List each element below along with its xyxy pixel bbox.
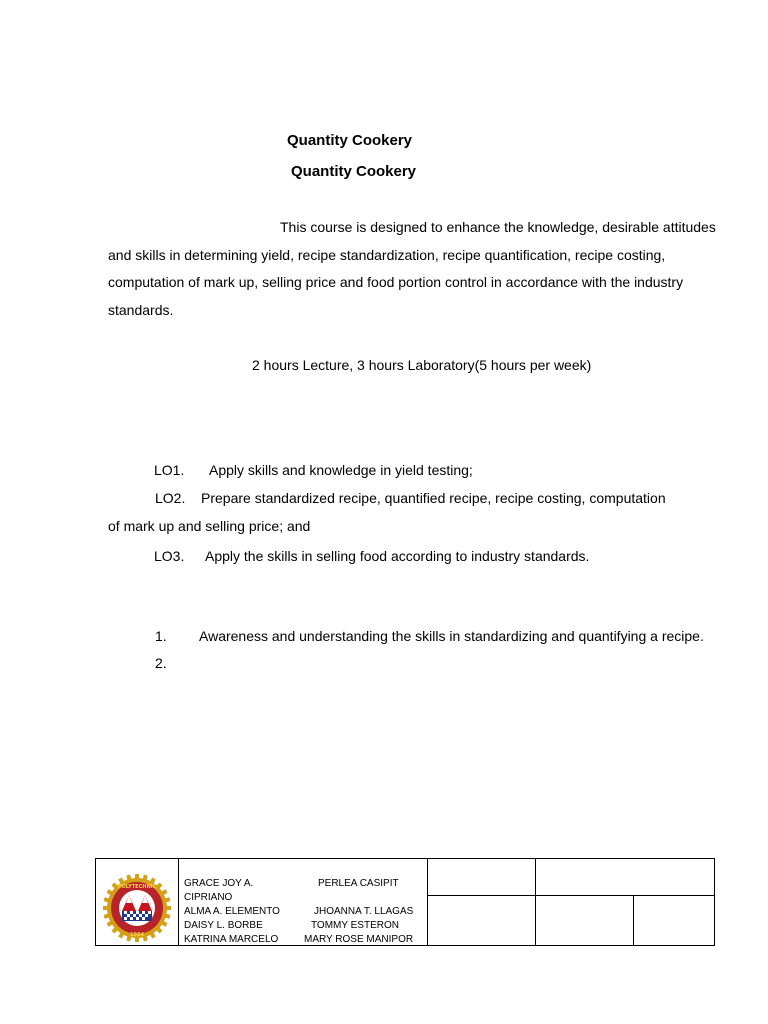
learning-outcome-3 [154,548,589,564]
learning-outcome-1 [154,462,473,478]
course-title-repeat: Quantity Cookery [291,163,417,180]
author-row [184,905,413,919]
author-name: ALMA A. ELEMENTO [184,906,280,917]
learning-outcome-number: LO1. [154,462,185,478]
table-divider [633,895,634,945]
author-row [184,933,413,947]
list-item-text: Awareness and understanding the skills in standardizing and quantifying a recipe. [199,628,704,644]
author-name: JHOANNA T. LLAGAS [314,906,414,917]
learning-outcome-text: Prepare standardized recipe, quantified recipe, recipe costing, computation [201,490,666,506]
table-divider [535,859,536,945]
author-name: MARY ROSE MANIPOR [304,934,414,945]
author-name: KATRINA MARCELO [184,934,279,945]
footer-table [95,858,715,946]
seal-text: POLYTECHNIC [117,884,157,890]
learning-outcome-2-continuation: of mark up and selling price; and [108,518,311,534]
author-row [184,919,413,933]
learning-outcome-text: Apply skills and knowledge in yield testing; [209,462,473,478]
course-title: Quantity Cookery [287,132,413,149]
list-item-number: 1. [155,628,167,644]
author-name: TOMMY ESTERON [311,920,399,931]
author-name: PERLEA CASIPIT [318,878,399,889]
list-item-2 [155,655,199,671]
seal-icon [102,873,172,943]
learning-outcome-number: LO3. [154,548,185,564]
table-divider [427,895,714,896]
author-name: DAISY L. BORBE [184,920,263,931]
learning-outcome-2 [155,490,666,506]
list-item-1 [155,628,704,644]
table-divider [178,859,179,945]
learning-outcome-text: Apply the skills in selling food according to industry standards. [205,548,590,564]
list-item-number: 2. [155,655,167,671]
author-row [184,877,413,905]
author-list [184,877,413,947]
author-name: GRACE JOY A. CIPRIANO [184,878,254,903]
seal-year: 1904 [130,932,144,938]
course-hours: 2 hours Lecture, 3 hours Laboratory(5 hours per week) [252,357,592,373]
learning-outcome-number: LO2. [155,490,186,506]
course-description: This course is designed to enhance the knowledge, desirable attitudes and skills in determining yield, recipe standardization, recipe quantification, recipe costing, computation of mark up, selling price and food portion control in accordance with the industry standards. [108,219,716,318]
table-divider [427,859,428,945]
